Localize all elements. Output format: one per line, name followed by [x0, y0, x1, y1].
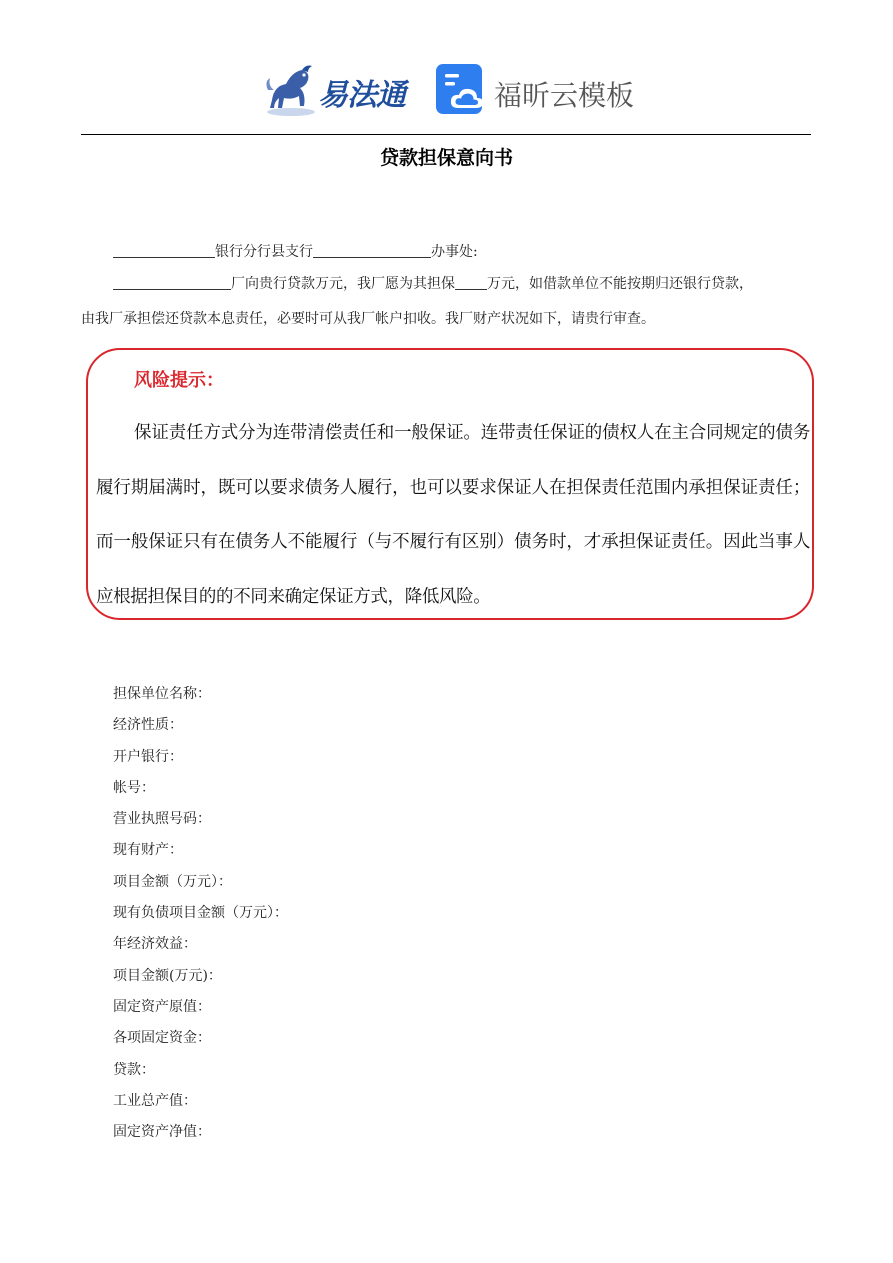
field-current-assets: 现有财产： — [113, 842, 183, 859]
field-fixed-funds: 各项固定资金： — [113, 1030, 211, 1047]
logo-bar — [0, 60, 893, 122]
addressee-line — [81, 236, 821, 269]
yifatong-logo — [262, 60, 414, 118]
field-project-amount-2: 项目金额(万元)： — [113, 967, 222, 984]
addressee-text-2: 办事处: — [431, 244, 478, 260]
field-project-amount: 项目金额（万元）： — [113, 873, 232, 890]
document-title: 贷款担保意向书 — [379, 147, 513, 169]
field-annual-benefit: 年经济效益： — [113, 936, 197, 953]
body-text-2: 万元，如借款单位不能按期归还银行贷款， — [487, 276, 753, 292]
body-line-1 — [81, 268, 821, 301]
field-loans: 贷款： — [113, 1061, 155, 1078]
office-name-blank[interactable] — [313, 241, 431, 258]
fuxin-brand-text: 福昕云模板 — [494, 79, 635, 112]
yifatong-brand-text: 易法通 — [318, 78, 405, 113]
body-text-1: 厂向贵行贷款万元，我厂愿为其担保 — [231, 276, 455, 292]
guarantee-amount-blank[interactable] — [455, 273, 487, 290]
risk-notice-box — [86, 348, 814, 620]
risk-notice-body: 保证责任方式分为连带清偿责任和一般保证。连带责任保证的债权人在主合同规定的债务履行期届满时，既可以要求债务人履行，也可以要求保证人在担保责任范围内承担保证责任；而一般保证只有在债务人不能履行（与不履行有区别）债务时，才承担保证责任。因此当事人应根据担保目的的不同来确定保证方式，降低风险。 — [96, 423, 810, 607]
guarantor-info-list — [113, 679, 288, 1148]
field-account-number: 帐号： — [113, 779, 155, 796]
field-fixed-assets-net: 固定资产净值： — [113, 1124, 211, 1141]
field-industrial-output: 工业总产值： — [113, 1092, 197, 1109]
cloud-document-icon — [436, 64, 486, 114]
field-fixed-assets-original: 固定资产原值： — [113, 998, 211, 1015]
addressee-text-1: 银行分行县支行 — [215, 244, 313, 260]
field-current-liabilities: 现有负债项目金额（万元）： — [113, 905, 288, 922]
field-economic-nature: 经济性质： — [113, 717, 183, 734]
risk-notice-title: 风险提示： — [134, 370, 224, 391]
factory-name-blank[interactable] — [113, 273, 231, 290]
header-divider — [81, 134, 811, 135]
field-business-license: 营业执照号码： — [113, 811, 211, 828]
body-line-2: 由我厂承担偿还贷款本息责任，必要时可从我厂帐户扣收。我厂财产状况如下，请贵行审查。 — [81, 311, 655, 327]
fuxin-template-logo — [436, 64, 636, 118]
qilin-mascot-icon — [262, 60, 320, 118]
field-guarantor-name: 担保单位名称： — [113, 686, 211, 702]
bank-name-blank[interactable] — [113, 241, 215, 258]
field-bank: 开户银行： — [113, 748, 183, 765]
